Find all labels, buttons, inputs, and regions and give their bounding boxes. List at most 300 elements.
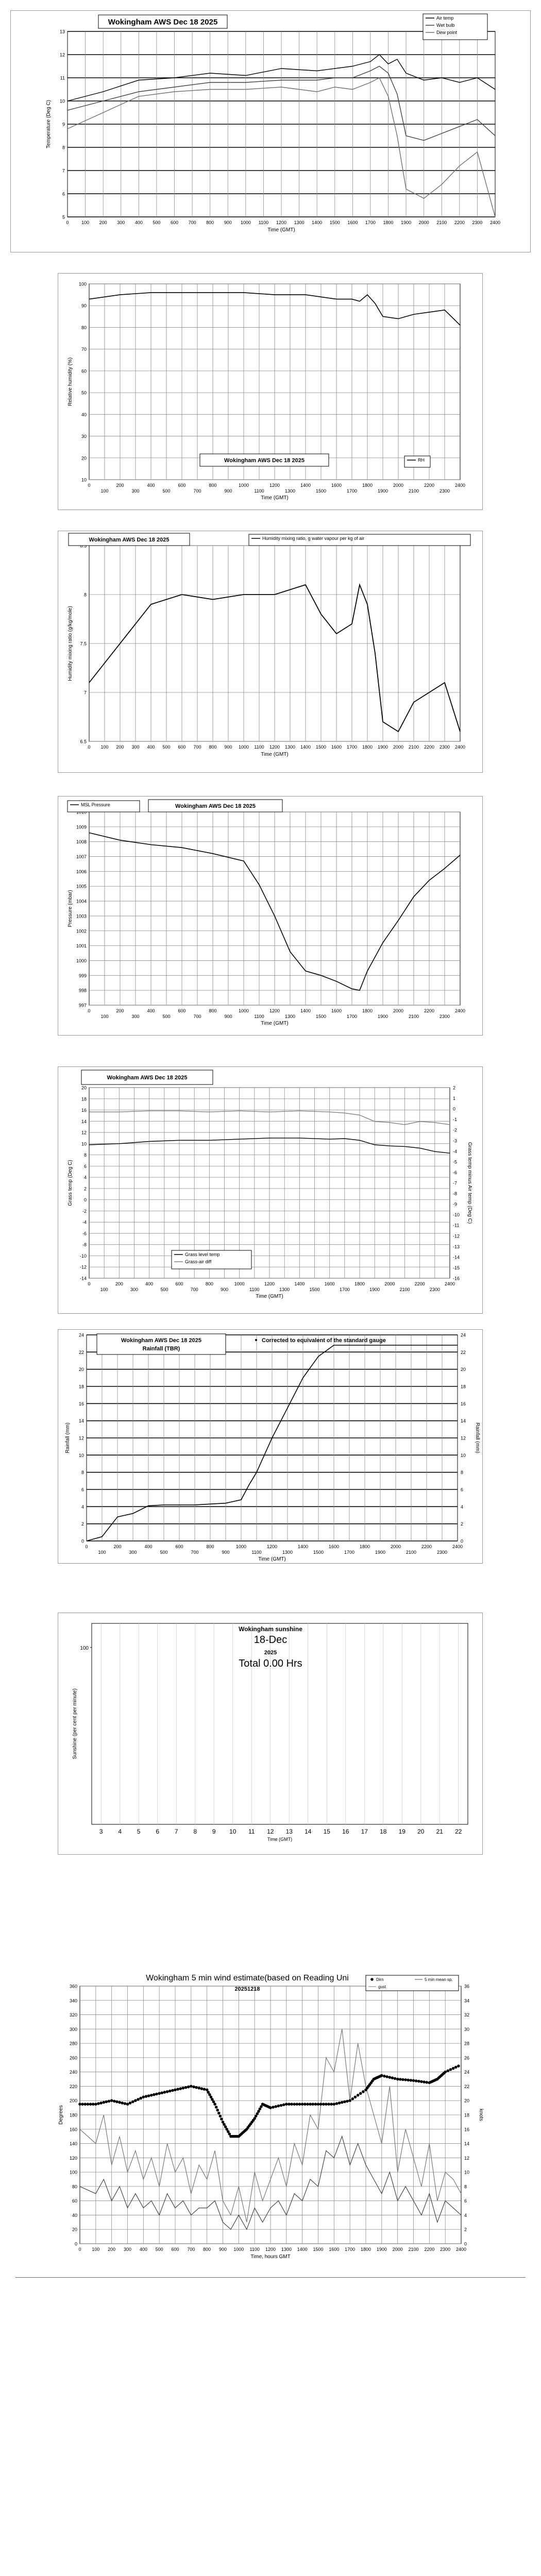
x-tick-label: 1500 <box>315 488 327 494</box>
x-tick-label: 1900 <box>369 1287 380 1292</box>
x-tick-label: 1800 <box>359 1544 370 1549</box>
chart-note: Corrected to equivalent of the standard gauge <box>262 1337 386 1344</box>
y2-tick-label: -12 <box>453 1233 460 1239</box>
direction-point <box>388 2076 392 2079</box>
x-tick-label: 1100 <box>249 2247 260 2252</box>
x-axis-title: Time (GMT) <box>256 1294 283 1299</box>
chart-total: Total 0.00 Hrs <box>239 1658 302 1669</box>
direction-point <box>217 2112 221 2115</box>
x-tick-label: 2400 <box>454 483 466 488</box>
y-tick-label: 4 <box>83 1175 87 1180</box>
x-tick-label: 100 <box>100 744 109 750</box>
x-tick-label: 10 <box>229 1828 236 1835</box>
direction-point <box>198 2087 201 2090</box>
x-tick-label: 200 <box>116 483 124 488</box>
x-tick-label: 2100 <box>408 1014 419 1019</box>
chart-title: Wokingham AWS Dec 18 2025 <box>121 1337 201 1344</box>
direction-point <box>417 2080 420 2083</box>
direction-point <box>208 2093 211 2096</box>
direction-point <box>224 2125 227 2128</box>
y-tick-label: 10 <box>81 477 87 483</box>
y-tick-label: 100 <box>78 281 87 287</box>
x-tick-label: 1800 <box>362 1008 373 1013</box>
direction-point <box>396 2078 399 2081</box>
x-tick-label: 0 <box>66 220 69 225</box>
y-tick-label: 1008 <box>76 839 87 845</box>
x-tick-label: 13 <box>285 1828 293 1835</box>
direction-point <box>412 2079 415 2082</box>
x-tick-label: 400 <box>147 744 155 750</box>
x-tick-label: 1200 <box>269 744 280 750</box>
y-tick-label: 16 <box>81 1108 87 1113</box>
x-tick-label: 1000 <box>238 744 249 750</box>
y-tick-label: 2 <box>83 1186 87 1192</box>
x-tick-label: 700 <box>190 1287 198 1292</box>
x-tick-label: 2000 <box>392 2247 403 2252</box>
direction-point <box>385 2075 388 2078</box>
x-tick-label: 600 <box>178 1008 186 1013</box>
chart-title: Wokingham AWS Dec 18 2025 <box>108 18 218 27</box>
x-tick-label: 1800 <box>354 1281 365 1286</box>
y-tick-label: 10 <box>81 1141 87 1147</box>
sunshine-chart <box>58 1613 482 1854</box>
direction-point <box>150 2094 153 2097</box>
direction-point <box>335 2102 339 2105</box>
y2-tick-label: 22 <box>464 2083 470 2089</box>
x-axis-title: Time, hours GMT <box>250 2254 291 2260</box>
y-tick-label: 60 <box>72 2198 77 2204</box>
x-tick-label: 1700 <box>365 220 376 225</box>
x-tick-label: 2000 <box>418 220 429 225</box>
x-tick-label: 2000 <box>393 744 404 750</box>
x-tick-label: 2300 <box>439 744 450 750</box>
direction-point <box>200 2087 204 2090</box>
x-tick-label: 1800 <box>383 220 394 225</box>
direction-point <box>153 2093 156 2096</box>
wind-chart <box>31 1973 515 2272</box>
direction-point <box>147 2094 150 2097</box>
legend-label: RH <box>418 457 425 463</box>
direction-point <box>399 2078 402 2081</box>
x-tick-label: 800 <box>209 744 217 750</box>
y2-tick-label: -2 <box>453 1127 458 1133</box>
y-tick-label: 998 <box>78 988 87 993</box>
x-tick-label: 2100 <box>408 2247 419 2252</box>
direction-point <box>192 2086 195 2089</box>
x-tick-label: 2400 <box>454 1008 466 1013</box>
x-axis-title: Time (GMT) <box>261 1021 289 1026</box>
x-tick-label: 1200 <box>265 2247 276 2252</box>
direction-point <box>275 2105 278 2108</box>
x-tick-label: 2300 <box>436 1550 448 1555</box>
legend-swatch <box>370 1978 374 1981</box>
y-tick-label: 999 <box>78 973 87 978</box>
x-tick-label: 1900 <box>377 1014 388 1019</box>
x-tick-label: 1100 <box>251 1550 262 1555</box>
y2-tick-label: 6 <box>464 2198 467 2204</box>
y2-tick-label: 24 <box>461 1332 466 1338</box>
x-tick-label: 2000 <box>393 483 404 488</box>
x-tick-label: 900 <box>224 744 232 750</box>
y2-tick-label: -15 <box>453 1265 460 1270</box>
direction-point <box>94 2103 97 2106</box>
y2-tick-label: -5 <box>453 1159 458 1165</box>
direction-point <box>293 2103 296 2106</box>
temperature-chart-panel <box>10 10 531 252</box>
x-tick-label: 1300 <box>282 1550 293 1555</box>
y2-tick-label: 26 <box>464 2055 470 2061</box>
y2-axis-title: Grass temp minus Air temp (Deg C) <box>467 1142 472 1224</box>
x-tick-label: 2300 <box>439 488 450 494</box>
y2-tick-label: 4 <box>461 1504 464 1510</box>
y-tick-label: 40 <box>81 412 87 417</box>
x-tick-label: 2300 <box>472 220 483 225</box>
y-tick-label: 280 <box>69 2041 77 2046</box>
x-tick-label: 2200 <box>424 744 435 750</box>
x-tick-label: 200 <box>108 2247 116 2252</box>
x-tick-label: 200 <box>116 1008 124 1013</box>
x-tick-label: 1500 <box>315 744 327 750</box>
legend-label: Dirn <box>376 1977 384 1982</box>
x-tick-label: 1700 <box>339 1287 350 1292</box>
x-tick-label: 100 <box>98 1550 106 1555</box>
direction-point <box>380 2074 383 2077</box>
direction-point <box>131 2100 134 2104</box>
direction-point <box>124 2102 127 2105</box>
direction-point <box>338 2102 341 2105</box>
direction-point <box>215 2106 218 2109</box>
x-tick-label: 1900 <box>375 1550 386 1555</box>
x-tick-label: 3 <box>99 1828 103 1835</box>
x-tick-label: 1100 <box>249 1287 260 1292</box>
direction-point <box>139 2097 142 2100</box>
y-axis-title: Humidity mixing ratio (g/kg/mole) <box>67 606 73 681</box>
x-tick-label: 700 <box>191 1550 199 1555</box>
x-tick-label: 1400 <box>294 1281 305 1286</box>
direction-point <box>311 2103 314 2106</box>
x-tick-label: 5 <box>137 1828 141 1835</box>
x-tick-label: 1300 <box>284 488 296 494</box>
direction-point <box>142 2096 145 2099</box>
y-tick-label: 24 <box>78 1332 84 1338</box>
direction-point <box>282 2104 285 2107</box>
direction-point <box>404 2078 407 2081</box>
x-tick-label: 14 <box>305 1828 312 1835</box>
y-tick-label: 50 <box>81 390 87 396</box>
legend-label: 5 min mean sp. <box>425 1977 453 1982</box>
y-tick-label: -12 <box>79 1264 87 1270</box>
x-tick-label: 2200 <box>421 1544 432 1549</box>
y-tick-label: 1004 <box>76 899 87 904</box>
direction-point <box>228 2132 231 2136</box>
direction-point <box>155 2093 158 2096</box>
y2-tick-label: 24 <box>464 2070 470 2075</box>
x-tick-label: 1700 <box>345 2247 356 2252</box>
chart-subtitle: Rainfall (TBR) <box>142 1346 180 1352</box>
x-tick-label: 1800 <box>362 483 373 488</box>
y2-tick-label: 10 <box>464 2170 470 2175</box>
direction-point <box>190 2085 193 2088</box>
chart-subtitle: 20251218 <box>234 1986 260 1992</box>
y-tick-label: 6.5 <box>80 739 87 744</box>
direction-point <box>110 2099 113 2102</box>
y-axis-title: Temperature (Deg C) <box>46 100 52 148</box>
x-tick-label: 2000 <box>384 1281 395 1286</box>
y2-tick-label: 16 <box>461 1401 466 1406</box>
x-tick-label: 200 <box>116 744 124 750</box>
x-tick-label: 15 <box>323 1828 330 1835</box>
direction-point <box>348 2099 351 2102</box>
y2-tick-label: 16 <box>464 2127 470 2132</box>
x-tick-label: 2400 <box>454 744 466 750</box>
y-axis-title: Degrees <box>58 2105 64 2125</box>
direction-point <box>444 2071 447 2074</box>
x-tick-label: 1300 <box>284 744 296 750</box>
x-tick-label: 300 <box>117 220 125 225</box>
direction-point <box>220 2117 223 2121</box>
x-tick-label: 1900 <box>377 744 388 750</box>
chart-title: Wokingham AWS Dec 18 2025 <box>175 803 256 809</box>
direction-point <box>454 2066 458 2069</box>
plot-area <box>92 1623 468 1824</box>
x-axis-title: Time (GMT) <box>267 227 295 233</box>
direction-point <box>319 2103 323 2106</box>
x-tick-label: 19 <box>398 1828 405 1835</box>
x-tick-label: 400 <box>134 220 143 225</box>
direction-point <box>97 2102 100 2105</box>
x-tick-label: 800 <box>206 220 214 225</box>
direction-point <box>203 2088 206 2091</box>
direction-point <box>296 2103 299 2106</box>
y-tick-label: 20 <box>72 2227 77 2232</box>
y2-tick-label: 2 <box>464 2227 467 2232</box>
x-tick-label: 2300 <box>440 2247 451 2252</box>
y2-tick-label: 28 <box>464 2041 470 2046</box>
direction-point <box>134 2099 137 2102</box>
x-tick-label: 2000 <box>390 1544 401 1549</box>
y-tick-label: 10 <box>59 98 65 104</box>
x-tick-label: 500 <box>155 2247 163 2252</box>
direction-point <box>449 2068 452 2071</box>
y-tick-label: 14 <box>81 1118 87 1124</box>
y2-tick-label: -8 <box>453 1191 458 1197</box>
rainfall-chart-panel <box>58 1329 483 1564</box>
x-tick-label: 1100 <box>254 1014 264 1019</box>
x-tick-label: 900 <box>224 488 232 494</box>
x-tick-label: 1600 <box>329 2247 340 2252</box>
x-tick-label: 900 <box>224 220 232 225</box>
y-axis-title: Sunshine (per cent per minute) <box>72 1688 78 1759</box>
x-tick-label: 12 <box>267 1828 274 1835</box>
x-tick-label: 700 <box>193 744 201 750</box>
y2-tick-label: -3 <box>453 1138 458 1144</box>
direction-point <box>341 2101 344 2104</box>
x-tick-label: 1100 <box>254 744 264 750</box>
chart-title: Wokingham 5 min wind estimate(based on Reading Uni <box>146 1974 349 1982</box>
x-tick-label: 6 <box>156 1828 160 1835</box>
direction-point <box>354 2096 357 2099</box>
direction-point <box>187 2086 190 2089</box>
y2-tick-label: 0 <box>453 1106 456 1112</box>
x-tick-label: 1500 <box>329 220 340 225</box>
x-tick-label: 1200 <box>269 1008 280 1013</box>
x-tick-label: 2200 <box>424 483 435 488</box>
x-tick-label: 500 <box>162 1014 171 1019</box>
x-axis-title: Time (GMT) <box>258 1556 286 1562</box>
y-tick-label: 200 <box>69 2098 77 2104</box>
y2-tick-label: 20 <box>464 2098 470 2104</box>
direction-point <box>447 2070 450 2073</box>
direction-point <box>290 2103 293 2106</box>
direction-point <box>129 2102 132 2105</box>
direction-point <box>425 2081 428 2084</box>
direction-point <box>357 2094 360 2097</box>
direction-point <box>314 2103 317 2106</box>
x-tick-label: 100 <box>81 220 90 225</box>
x-tick-label: 1000 <box>234 1281 245 1286</box>
y-tick-label: 997 <box>78 1003 87 1008</box>
x-tick-label: 2000 <box>393 1008 404 1013</box>
x-tick-label: 500 <box>162 744 171 750</box>
x-tick-label: 1300 <box>294 220 305 225</box>
y2-tick-label: 10 <box>461 1452 466 1458</box>
x-tick-label: 0 <box>78 2247 81 2252</box>
y-tick-label: 12 <box>78 1435 84 1441</box>
y2-tick-label: 6 <box>461 1487 464 1493</box>
y-tick-label: 60 <box>81 368 87 374</box>
y2-tick-label: -14 <box>453 1255 460 1260</box>
direction-point <box>195 2086 198 2089</box>
y-tick-label: 7 <box>83 690 87 696</box>
y2-tick-label: -4 <box>453 1148 458 1154</box>
x-tick-label: 0 <box>88 1281 91 1286</box>
direction-point <box>452 2067 455 2070</box>
direction-point <box>87 2103 90 2106</box>
x-tick-label: 1400 <box>300 744 311 750</box>
direction-point <box>422 2080 426 2083</box>
direction-point <box>171 2089 174 2092</box>
direction-point <box>343 2100 346 2104</box>
direction-point <box>137 2098 140 2101</box>
legend-label: Grass-air diff <box>185 1259 212 1264</box>
y-tick-label: 6 <box>83 1163 87 1169</box>
y2-tick-label: 1 <box>453 1096 456 1101</box>
x-tick-label: 1000 <box>235 1544 247 1549</box>
x-tick-label: 1100 <box>258 220 269 225</box>
y-tick-label: 13 <box>59 29 65 35</box>
y-tick-label: 1009 <box>76 824 87 830</box>
x-tick-label: 1900 <box>377 488 388 494</box>
y-tick-label: 22 <box>78 1349 84 1355</box>
y-tick-label: -10 <box>79 1253 87 1259</box>
x-tick-label: 1900 <box>401 220 412 225</box>
x-tick-label: 700 <box>188 220 196 225</box>
x-tick-label: 4 <box>118 1828 122 1835</box>
direction-point <box>103 2101 106 2104</box>
x-tick-label: 0 <box>88 1008 91 1013</box>
x-tick-label: 1800 <box>362 744 373 750</box>
x-tick-label: 2200 <box>424 2247 435 2252</box>
y2-tick-label: 20 <box>461 1367 466 1372</box>
y-tick-label: 90 <box>81 303 87 309</box>
y-tick-label: 300 <box>69 2026 77 2032</box>
y-tick-label: 20 <box>81 1085 87 1091</box>
direction-point <box>108 2100 111 2103</box>
x-tick-label: 17 <box>361 1828 368 1835</box>
x-tick-label: 11 <box>248 1828 255 1835</box>
direction-point <box>182 2087 185 2090</box>
chart-title: Wokingham AWS Dec 18 2025 <box>224 457 305 464</box>
y-tick-label: 10 <box>78 1452 84 1458</box>
y-tick-label: 360 <box>69 1984 77 1989</box>
legend-label: MSL Pressure <box>81 802 110 807</box>
mixing-ratio-chart-panel <box>58 531 483 773</box>
x-tick-label: 21 <box>436 1828 443 1835</box>
y-axis-title: Grass temp (Deg C) <box>67 1160 73 1206</box>
x-tick-label: 1600 <box>328 1544 340 1549</box>
y-tick-label: 340 <box>69 1998 77 2004</box>
y-tick-label: 260 <box>69 2055 77 2061</box>
y-tick-label: 8 <box>81 1470 84 1476</box>
y2-tick-label: 12 <box>464 2155 470 2161</box>
x-tick-label: 1400 <box>312 220 323 225</box>
x-tick-label: 800 <box>206 1544 214 1549</box>
x-tick-label: 900 <box>222 1550 230 1555</box>
direction-point <box>322 2103 325 2106</box>
x-tick-label: 2400 <box>455 2247 467 2252</box>
x-tick-label: 200 <box>99 220 107 225</box>
y2-tick-label: -6 <box>453 1170 458 1175</box>
x-tick-label: 400 <box>147 1008 155 1013</box>
x-tick-label: 900 <box>224 1014 232 1019</box>
direction-point <box>213 2103 216 2106</box>
direction-point <box>212 2100 215 2104</box>
x-tick-label: 20 <box>417 1828 425 1835</box>
direction-point <box>126 2103 129 2106</box>
x-tick-label: 300 <box>131 744 140 750</box>
y2-tick-label: 14 <box>461 1418 466 1424</box>
y2-tick-label: 18 <box>464 2112 470 2118</box>
x-tick-label: 400 <box>139 2247 147 2252</box>
x-tick-label: 600 <box>170 220 179 225</box>
x-tick-label: 300 <box>123 2247 132 2252</box>
x-tick-label: 1600 <box>331 483 342 488</box>
x-tick-label: 1500 <box>313 1550 324 1555</box>
direction-point <box>309 2103 312 2106</box>
y-tick-label: -8 <box>82 1242 87 1248</box>
y2-tick-label: 14 <box>464 2141 470 2147</box>
mixing-ratio-chart <box>58 531 482 772</box>
x-tick-label: 1600 <box>331 744 342 750</box>
x-tick-label: 300 <box>131 1014 140 1019</box>
y2-tick-label: 2 <box>461 1521 464 1527</box>
y-tick-label: 9 <box>62 122 65 127</box>
x-tick-label: 2400 <box>489 220 501 225</box>
x-tick-label: 1500 <box>313 2247 324 2252</box>
x-tick-label: 2100 <box>408 488 419 494</box>
direction-point <box>330 2103 333 2106</box>
direction-point <box>161 2091 164 2094</box>
x-tick-label: 100 <box>100 1287 108 1292</box>
x-tick-label: 100 <box>100 488 109 494</box>
y2-axis-title: knots <box>478 2109 484 2121</box>
x-tick-label: 200 <box>115 1281 123 1286</box>
x-tick-label: 600 <box>178 744 186 750</box>
humidity-chart-panel <box>58 273 483 510</box>
x-tick-label: 1000 <box>240 220 251 225</box>
y2-tick-label: 8 <box>464 2184 467 2190</box>
direction-point <box>394 2077 397 2080</box>
